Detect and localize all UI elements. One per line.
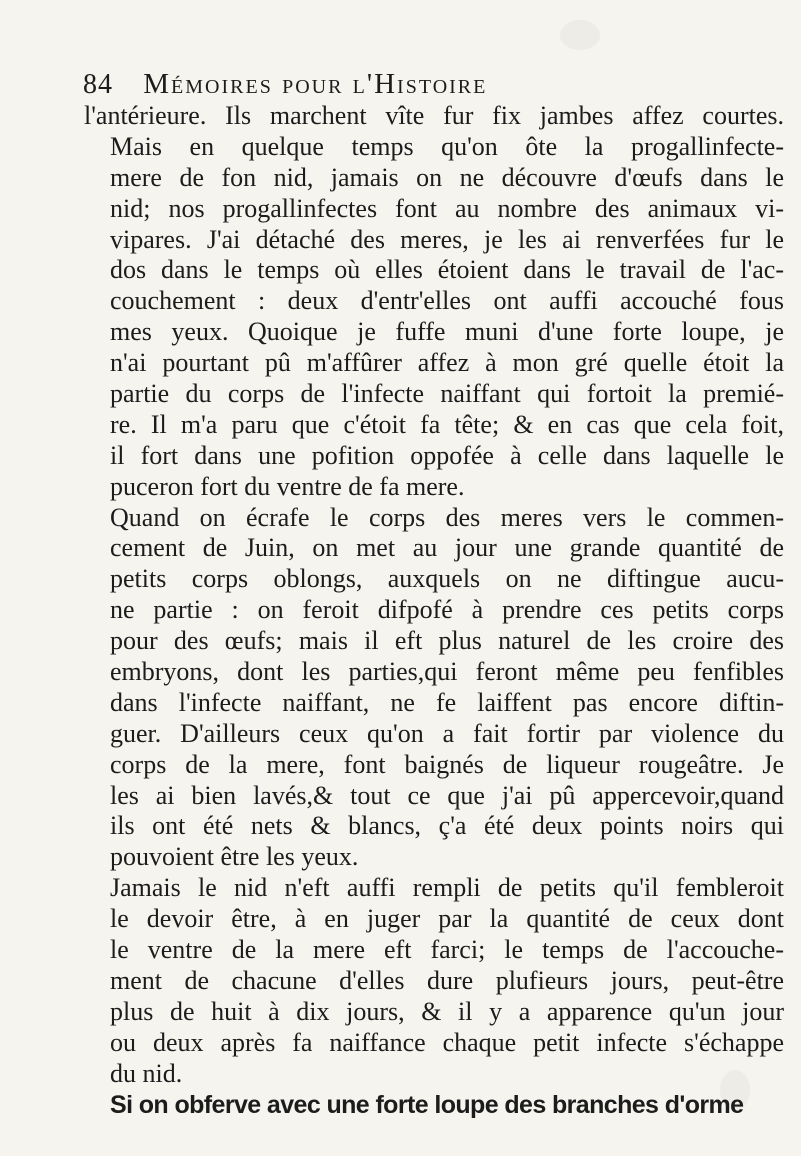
- text-line: nid; nos progallinfectes font au nombre des animaux vi-: [110, 193, 784, 223]
- text-line: ou deux après fa naiffance chaque petit infecte s'échappe: [110, 1027, 784, 1057]
- text-line: plus de huit à dix jours, & il y a apparence qu'un jour: [110, 996, 784, 1026]
- text-line: il fort dans une pofition oppofée à celle dans laquelle le: [110, 440, 784, 470]
- text-line: guer. D'ailleurs ceux qu'on a fait fortir par violence du: [110, 718, 784, 748]
- text-line: l'antérieure. Ils marchent vîte fur fix jambes affez courtes.: [84, 101, 784, 130]
- text-line: mes yeux. Quoique je fuffe muni d'une forte loupe, je: [110, 317, 784, 347]
- text-line: les ai bien lavés,& tout ce que j'ai pû appercevoir,quand: [110, 780, 784, 810]
- text-line: petits corps oblongs, auxquels on ne diftingue aucu-: [110, 564, 784, 594]
- text-line: puceron fort du ventre de fa mere.: [110, 471, 465, 501]
- body-text: [84, 101, 784, 1120]
- text-line: le ventre de la mere eft farci; le temps de l'accouche-: [110, 935, 784, 965]
- text-line: du nid.: [110, 1058, 183, 1088]
- text-line: corps de la mere, font baignés de liqueur rougeâtre. Je: [110, 749, 784, 779]
- text-line: couchement : deux d'entr'elles ont auffi accouché fous: [110, 286, 784, 316]
- text-line: dans l'infecte naiffant, ne fe laiffent pas encore diftin-: [110, 687, 784, 717]
- text-line: cement de Juin, on met au jour une grande quantité de: [110, 533, 784, 563]
- text-line: n'ai pourtant pû m'affûrer affez à mon gré quelle étoit la: [110, 348, 784, 378]
- text-line: pour des œufs; mais il eft plus naturel de les croire des: [110, 626, 784, 656]
- text-line: pouvoient être les yeux.: [110, 842, 359, 872]
- page-number: 84: [83, 69, 113, 100]
- text-line: Quand on écrafe le corps des meres vers le commen-: [110, 502, 784, 532]
- text-line: mere de fon nid, jamais on ne découvre d'œufs dans le: [110, 162, 784, 192]
- text-line: re. Il m'a paru que c'étoit fa tête; & en cas que cela foit,: [110, 409, 784, 439]
- text-line: ils ont été nets & blancs, ç'a été deux points noirs qui: [110, 811, 784, 841]
- text-line: ment de chacune d'elles dure plufieurs jours, peut-être: [110, 965, 784, 995]
- text-line: embryons, dont les parties,qui feront même peu fenfibles: [110, 657, 784, 687]
- running-title: Mémoires pour l'Histoire: [143, 68, 488, 100]
- text-line: vipares. J'ai détaché des meres, je les ai renverfées fur le: [110, 224, 784, 254]
- text-line: le devoir être, à en juger par la quantité de ceux dont: [110, 904, 784, 934]
- text-line: dos dans le temps où elles étoient dans le travail de l'ac-: [110, 255, 784, 285]
- text-line: ne partie : on feroit difpofé à prendre ces petits corps: [110, 595, 784, 625]
- text-line: Jamais le nid n'eft auffi rempli de petits qu'il fembleroit: [110, 873, 784, 903]
- paper-stain: [560, 20, 600, 50]
- text-line: Mais en quelque temps qu'on ôte la progallinfecte-: [110, 131, 784, 161]
- text-line: partie du corps de l'infecte naiffant qui fortoit la premié-: [110, 379, 784, 409]
- catchline: Si on obferve avec une forte loupe des branches d'orme: [110, 1090, 744, 1119]
